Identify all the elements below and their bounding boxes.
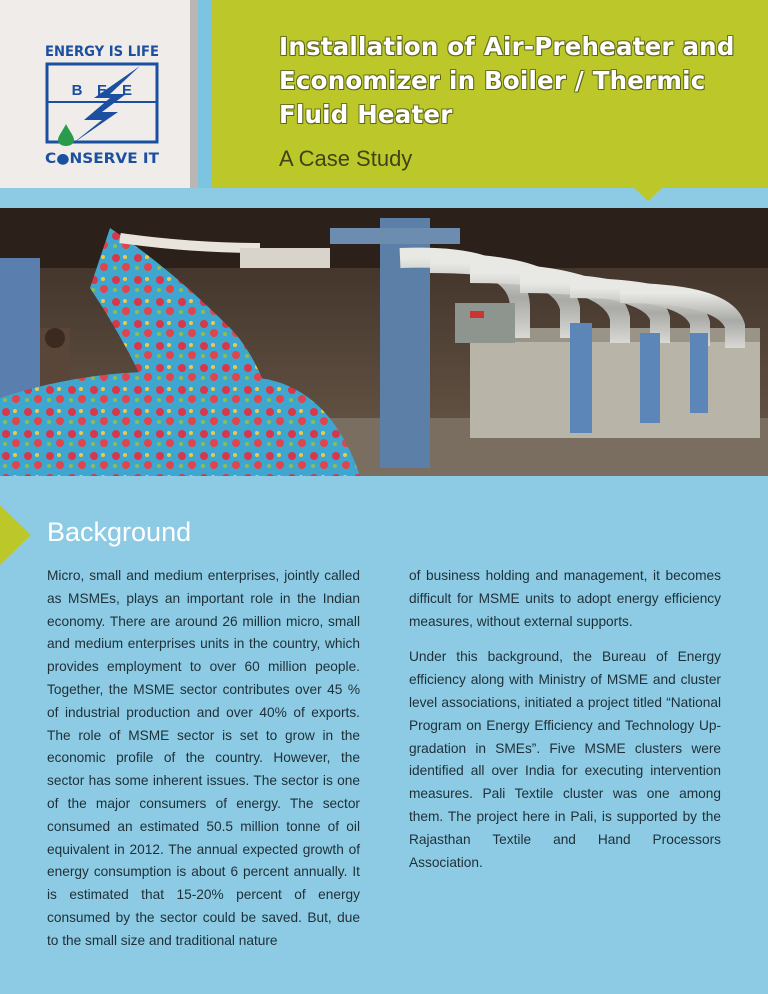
logo-bottom-text: C●NSERVE IT: [45, 151, 160, 166]
page-header: [0, 0, 768, 188]
divider-stripe-gray: [190, 0, 198, 188]
bee-logo: [44, 40, 160, 166]
paragraph: Micro, small and medium enterprises, jointly called as MSMEs, plays an important role in the Indian economy. There are around 26 million micro, small and medium enterprises units in the country, which provides employment to over 60 million people. Together, the MSME sector contributes over 45 % of industrial production and over 40% of exports. The role of MSME sector is set to grow in the economic profile of the country. However, the sector has some inherent issues. The sector is one of the major consumers of energy. The sector consumed an estimated 50.5 million tonne of oil equivalent in 2012. The annual expected growth of energy consumption is about 6 percent annually. It is estimated that 15-20% percent of energy consumed by the sector could be saved. But, due to the small size and traditional nature: [47, 568, 360, 948]
water-drop-icon: [58, 124, 74, 146]
page-title: Installation of Air-Preheater and Economizer in Boiler / Thermic Fluid Heater: [279, 32, 735, 129]
logo-top-text: ENERGY IS LIFE: [45, 44, 159, 60]
logo-letter-e2: E: [121, 82, 133, 99]
logo-panel: [0, 0, 190, 188]
page-subtitle: A Case Study: [279, 146, 413, 171]
factory-photo-illustration: [0, 208, 768, 476]
factory-photo: [0, 208, 768, 476]
paragraph: Under this background, the Bureau of Energy efficiency along with Ministry of MSME and cluster level associations, initiated a project titled “National Program on Energy Efficiency and Technology Up-gradation in SMEs”. Five MSME clusters were identified all over India for executing intervention measures. Pali Textile cluster was one among them. The project here in Pali, is supported by the Rajasthan Textile and Hand Processors Association.: [409, 649, 721, 870]
divider-stripe-blue: [198, 0, 212, 188]
lightning-bolt-icon: [72, 66, 140, 144]
logo-letter-e1: E: [96, 82, 108, 99]
section-arrow-icon: [0, 505, 31, 565]
right-column: [409, 565, 721, 887]
logo-letter-b: B: [71, 82, 83, 99]
paragraph: of business holding and management, it becomes difficult for MSME units to adopt energy efficiency measures, without external supports.: [409, 568, 721, 629]
title-panel-notch: [634, 188, 662, 201]
left-column: [47, 565, 360, 966]
section-heading: Background: [47, 517, 192, 547]
